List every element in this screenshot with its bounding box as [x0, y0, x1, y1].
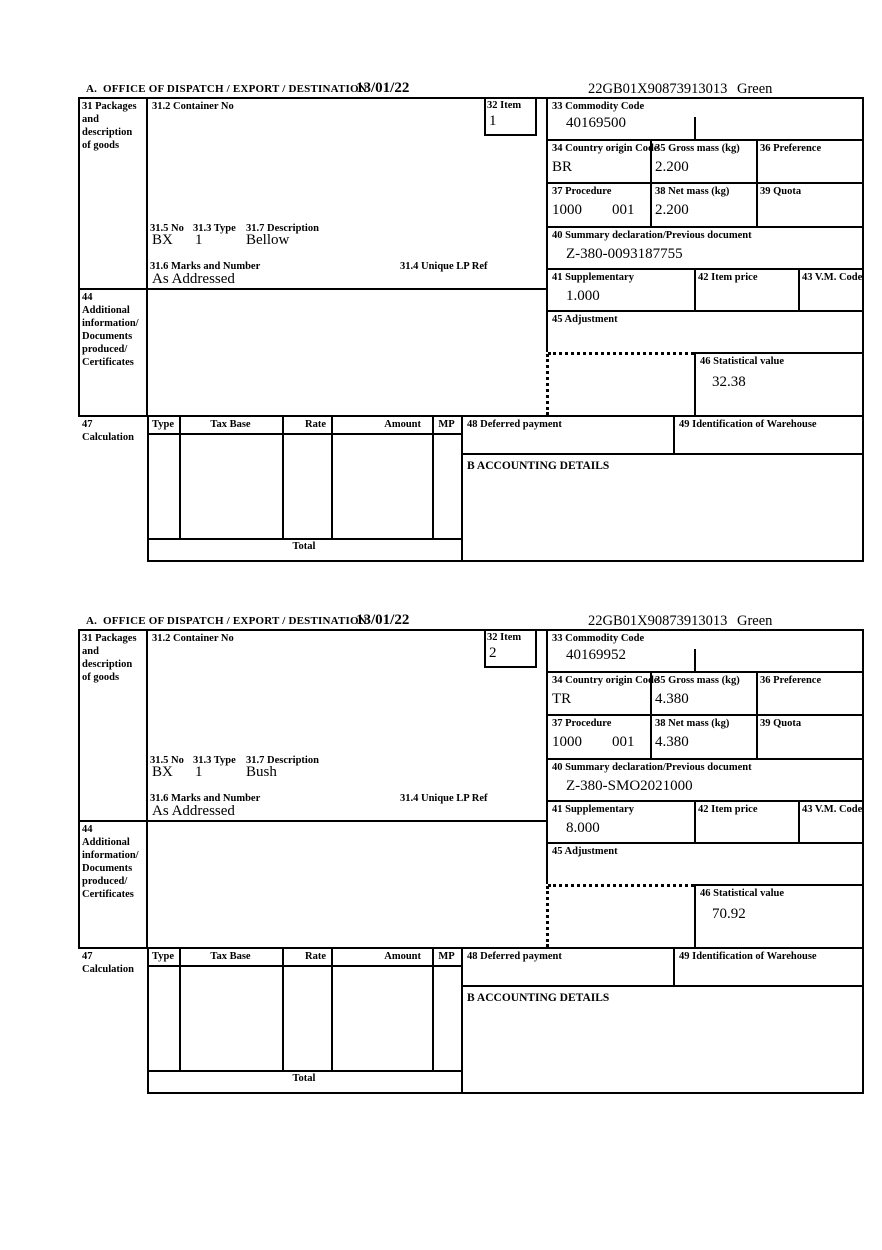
gross-mass-value: 4.380: [655, 691, 689, 707]
procedure-value: 1000: [552, 202, 582, 218]
package-type-value: 1: [195, 232, 203, 248]
container-no-label: 31.2 Container No: [152, 101, 234, 112]
office-of-dispatch-label: A. OFFICE OF DISPATCH / EXPORT / DESTINATION: [86, 615, 367, 627]
border-line: [147, 1092, 864, 1094]
deferred-payment-label: 48 Deferred payment: [467, 951, 562, 962]
customs-declaration-item-copy: [78, 612, 864, 1094]
marks-and-number-value: As Addressed: [152, 803, 235, 819]
border-line: [78, 947, 864, 949]
border-line: [484, 666, 537, 668]
procedure-label: 37 Procedure: [552, 718, 612, 729]
border-line: [546, 226, 864, 228]
border-line: [78, 629, 864, 631]
border-line: [484, 97, 486, 134]
package-no-label: 31.5 No: [150, 755, 184, 766]
goods-description-value: Bush: [246, 764, 277, 780]
box44-label: 44: [82, 824, 93, 835]
box47-label: Calculation: [82, 964, 134, 975]
border-line: [694, 352, 864, 354]
box44-label: produced/: [82, 876, 128, 887]
country-origin-label: 34 Country origin Code: [552, 143, 659, 154]
warehouse-identification-label: 49 Identification of Warehouse: [679, 951, 817, 962]
item-price-label: 42 Item price: [698, 272, 758, 283]
box44-label: information/: [82, 850, 139, 861]
net-mass-label: 38 Net mass (kg): [655, 186, 730, 197]
box44-label: produced/: [82, 344, 128, 355]
commodity-code-subfield-divider: [694, 117, 696, 139]
calc-header-mp: MP: [438, 951, 455, 962]
calc-header-type: Type: [152, 419, 174, 430]
calc-total-label: Total: [292, 1073, 316, 1084]
box31-label: 31 Packages: [82, 633, 137, 644]
package-type-label: 31.3 Type: [193, 223, 236, 234]
border-line: [78, 820, 548, 822]
routing-status: Green: [737, 613, 773, 629]
declaration-reference: 22GB01X90873913013: [588, 81, 728, 97]
box31-label: and: [82, 114, 99, 125]
customs-declaration-item-copy: [78, 80, 864, 562]
quota-label: 39 Quota: [760, 186, 802, 197]
gross-mass-label: 35 Gross mass (kg): [655, 675, 740, 686]
border-line: [546, 842, 864, 844]
supplementary-value: 1.000: [566, 288, 600, 304]
border-line: [546, 97, 548, 352]
gross-mass-label: 35 Gross mass (kg): [655, 143, 740, 154]
box47-label: 47: [82, 951, 93, 962]
net-mass-value: 2.200: [655, 202, 689, 218]
border-line: [461, 415, 463, 560]
goods-description-value: Bellow: [246, 232, 290, 248]
item-price-label: 42 Item price: [698, 804, 758, 815]
quota-label: 39 Quota: [760, 718, 802, 729]
net-mass-label: 38 Net mass (kg): [655, 718, 730, 729]
previous-document-label: 40 Summary declaration/Previous document: [552, 762, 752, 773]
declaration-reference: 22GB01X90873913013: [588, 613, 728, 629]
calc-header-mp: MP: [438, 419, 455, 430]
statistical-value-value: 70.92: [712, 906, 746, 922]
border-line: [432, 415, 434, 538]
previous-document-value: Z-380-0093187755: [566, 246, 683, 262]
border-line: [78, 415, 864, 417]
adjustment-label: 45 Adjustment: [552, 314, 618, 325]
net-mass-value: 4.380: [655, 734, 689, 750]
box44-label: Certificates: [82, 357, 134, 368]
box47-label: 47: [82, 419, 93, 430]
previous-document-label: 40 Summary declaration/Previous document: [552, 230, 752, 241]
declaration-date: 13/01/22: [356, 612, 410, 628]
box31-label: description: [82, 659, 133, 670]
procedure-additional-value: 001: [612, 734, 635, 750]
border-line: [147, 1070, 463, 1072]
border-line: [546, 139, 864, 141]
box31-label: of goods: [82, 672, 120, 683]
border-line: [546, 671, 864, 673]
item-number-value: 1: [489, 113, 497, 129]
country-origin-label: 34 Country origin Code: [552, 675, 659, 686]
calc-header-rate: Rate: [305, 419, 326, 430]
border-line: [694, 800, 696, 842]
box44-label: Additional: [82, 837, 130, 848]
supplementary-label: 41 Supplementary: [552, 272, 634, 283]
dotted-border-line: [546, 886, 549, 947]
commodity-code-value: 40169952: [566, 647, 626, 663]
calc-total-label: Total: [292, 541, 316, 552]
item-number-value: 2: [489, 645, 497, 661]
calc-header-amount: Amount: [384, 951, 421, 962]
declaration-date: 13/01/22: [356, 80, 410, 96]
border-line: [147, 538, 463, 540]
box31-label: description: [82, 127, 133, 138]
calc-header-rate: Rate: [305, 951, 326, 962]
marks-and-number-label: 31.6 Marks and Number: [150, 261, 261, 272]
border-line: [546, 758, 864, 760]
border-line: [535, 629, 537, 666]
vm-code-label: 43 V.M. Code: [802, 804, 863, 815]
package-no-value: BX: [152, 232, 173, 248]
box44-label: Documents: [82, 863, 133, 874]
previous-document-value: Z-380-SMO2021000: [566, 778, 693, 794]
border-line: [147, 947, 149, 1092]
border-line: [461, 947, 463, 1092]
border-line: [694, 884, 696, 947]
vm-code-label: 43 V.M. Code: [802, 272, 863, 283]
preference-label: 36 Preference: [760, 143, 822, 154]
statistical-value-label: 46 Statistical value: [700, 356, 784, 367]
border-line: [78, 97, 864, 99]
marks-and-number-label: 31.6 Marks and Number: [150, 793, 261, 804]
border-line: [798, 800, 800, 842]
border-line: [673, 415, 675, 453]
procedure-additional-value: 001: [612, 202, 635, 218]
border-line: [331, 947, 333, 1070]
border-line: [147, 415, 149, 560]
commodity-code-label: 33 Commodity Code: [552, 101, 645, 112]
border-line: [147, 433, 461, 435]
border-line: [862, 97, 864, 560]
box44-label: information/: [82, 318, 139, 329]
marks-and-number-value: As Addressed: [152, 271, 235, 287]
adjustment-label: 45 Adjustment: [552, 846, 618, 857]
procedure-value: 1000: [552, 734, 582, 750]
border-line: [694, 884, 864, 886]
dotted-border-line: [548, 884, 694, 887]
commodity-code-label: 33 Commodity Code: [552, 633, 645, 644]
border-line: [179, 947, 181, 1070]
box47-label: Calculation: [82, 432, 134, 443]
border-line: [461, 453, 864, 455]
border-line: [694, 352, 696, 415]
container-no-label: 31.2 Container No: [152, 633, 234, 644]
unique-lp-ref-label: 31.4 Unique LP Ref: [400, 793, 488, 804]
border-line: [146, 629, 148, 947]
border-line: [147, 560, 864, 562]
calc-header-type: Type: [152, 951, 174, 962]
border-line: [546, 268, 864, 270]
border-line: [484, 134, 537, 136]
package-type-value: 1: [195, 764, 203, 780]
routing-status: Green: [737, 81, 773, 97]
unique-lp-ref-label: 31.4 Unique LP Ref: [400, 261, 488, 272]
package-type-label: 31.3 Type: [193, 755, 236, 766]
package-no-value: BX: [152, 764, 173, 780]
border-line: [78, 97, 80, 415]
box44-label: Certificates: [82, 889, 134, 900]
statistical-value-label: 46 Statistical value: [700, 888, 784, 899]
commodity-code-subfield-divider: [694, 649, 696, 671]
border-line: [179, 415, 181, 538]
dotted-border-line: [548, 352, 694, 355]
border-line: [862, 629, 864, 1092]
border-line: [546, 310, 864, 312]
statistical-value-value: 32.38: [712, 374, 746, 390]
warehouse-identification-label: 49 Identification of Warehouse: [679, 419, 817, 430]
border-line: [282, 415, 284, 538]
border-line: [546, 800, 864, 802]
accounting-details-label: B ACCOUNTING DETAILS: [467, 460, 610, 472]
calc-header-amount: Amount: [384, 419, 421, 430]
border-line: [546, 182, 864, 184]
commodity-code-value: 40169500: [566, 115, 626, 131]
border-line: [484, 629, 486, 666]
border-line: [282, 947, 284, 1070]
border-line: [694, 268, 696, 310]
border-line: [756, 139, 758, 226]
box31-label: of goods: [82, 140, 120, 151]
supplementary-value: 8.000: [566, 820, 600, 836]
country-origin-value: BR: [552, 159, 573, 175]
item-number-label: 32 Item: [487, 632, 522, 643]
goods-description-label: 31.7 Description: [246, 223, 319, 234]
box44-label: Additional: [82, 305, 130, 316]
procedure-label: 37 Procedure: [552, 186, 612, 197]
box44-label: 44: [82, 292, 93, 303]
border-line: [78, 288, 548, 290]
box44-label: Documents: [82, 331, 133, 342]
border-line: [756, 671, 758, 758]
border-line: [147, 965, 461, 967]
border-line: [331, 415, 333, 538]
border-line: [798, 268, 800, 310]
border-line: [78, 629, 80, 947]
item-number-label: 32 Item: [487, 100, 522, 111]
border-line: [432, 947, 434, 1070]
gross-mass-value: 2.200: [655, 159, 689, 175]
border-line: [673, 947, 675, 985]
calc-header-tax-base: Tax Base: [210, 951, 251, 962]
dotted-border-line: [546, 354, 549, 415]
box31-label: and: [82, 646, 99, 657]
deferred-payment-label: 48 Deferred payment: [467, 419, 562, 430]
box31-label: 31 Packages: [82, 101, 137, 112]
border-line: [461, 985, 864, 987]
country-origin-value: TR: [552, 691, 572, 707]
goods-description-label: 31.7 Description: [246, 755, 319, 766]
border-line: [535, 97, 537, 134]
border-line: [546, 714, 864, 716]
calc-header-tax-base: Tax Base: [210, 419, 251, 430]
package-no-label: 31.5 No: [150, 223, 184, 234]
border-line: [546, 629, 548, 884]
supplementary-label: 41 Supplementary: [552, 804, 634, 815]
preference-label: 36 Preference: [760, 675, 822, 686]
accounting-details-label: B ACCOUNTING DETAILS: [467, 992, 610, 1004]
border-line: [146, 97, 148, 415]
office-of-dispatch-label: A. OFFICE OF DISPATCH / EXPORT / DESTINATION: [86, 83, 367, 95]
